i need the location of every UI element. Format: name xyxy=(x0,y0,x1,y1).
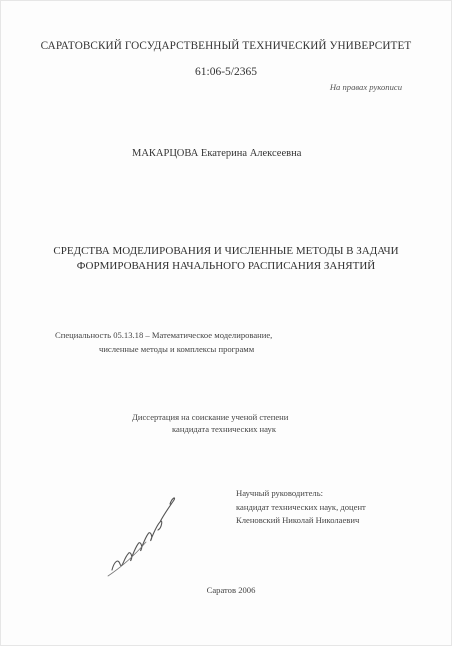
university-name: САРАТОВСКИЙ ГОСУДАРСТВЕННЫЙ ТЕХНИЧЕСКИЙ УНИВЕРСИТЕТ xyxy=(40,40,412,52)
catalog-code: 61:06-5/2365 xyxy=(195,66,257,78)
handwritten-signature xyxy=(100,478,190,583)
supervisor-heading: Научный руководитель: xyxy=(236,488,324,498)
degree-line-1: Диссертация на соискание ученой степени xyxy=(132,412,289,422)
specialty-line-2: численные методы и комплексы программ xyxy=(99,344,255,354)
city-and-year: Саратов 2006 xyxy=(206,585,256,595)
degree-line-2: кандидата технических наук xyxy=(172,424,277,434)
rights-note: На правах рукописи xyxy=(329,82,402,92)
thesis-title-line-2: ФОРМИРОВАНИЯ НАЧАЛЬНОГО РАСПИСАНИЯ ЗАНЯТИЙ xyxy=(76,260,376,272)
supervisor-degree: кандидат технических наук, доцент xyxy=(236,502,366,512)
supervisor-name: Кленовский Николай Николаевич xyxy=(236,515,360,525)
thesis-title-line-1: СРЕДСТВА МОДЕЛИРОВАНИЯ И ЧИСЛЕННЫЕ МЕТОДЫ В ЗАДАЧИ xyxy=(53,245,399,257)
specialty-line-1: Специальность 05.13.18 – Математическое моделирование, xyxy=(55,330,273,340)
author-name: МАКАРЦОВА Екатерина Алексеевна xyxy=(132,148,302,159)
